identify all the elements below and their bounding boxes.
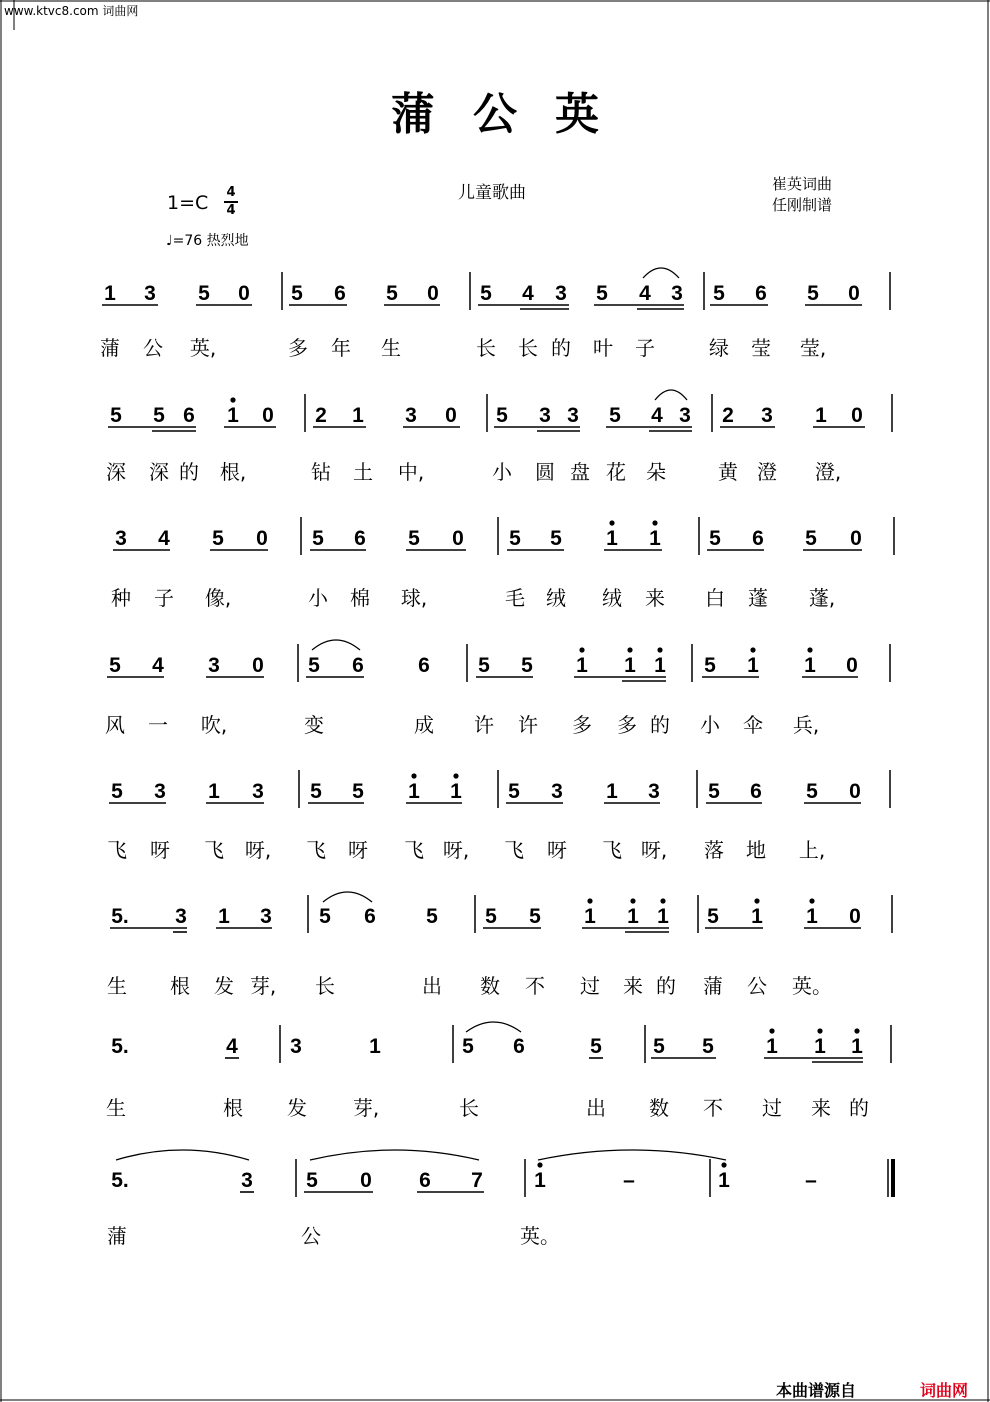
note: 1 <box>218 905 230 928</box>
lyric-syllable: 的 <box>650 713 670 737</box>
lyric-syllable: 落 <box>704 838 724 862</box>
lyric-syllable: 莹, <box>799 336 827 360</box>
note: 0 <box>848 282 860 305</box>
lyric-syllable: 的 <box>179 460 199 484</box>
lyric-syllable: 公 <box>143 336 163 360</box>
tempo-text: =76 热烈地 <box>172 233 249 249</box>
note: 1 <box>649 527 661 550</box>
note: 3 <box>539 404 551 427</box>
footer-source-label: 本曲谱源自 <box>776 1381 857 1400</box>
note: 3 <box>154 780 166 803</box>
note: 5 <box>110 404 122 427</box>
note: 0 <box>252 654 264 677</box>
note: 6 <box>750 780 762 803</box>
note: 5. <box>111 1035 129 1058</box>
lyric-syllable: 呀, <box>640 838 668 862</box>
octave-dot <box>750 647 755 652</box>
lyric-syllable: 蒲 <box>107 1224 127 1248</box>
octave-dot <box>754 898 759 903</box>
lyric-syllable: 不 <box>703 1096 723 1120</box>
lyric-syllable: 的 <box>551 336 571 360</box>
note: 5 <box>109 654 121 677</box>
genre: 儿童歌曲 <box>458 183 526 203</box>
note: 5 <box>212 527 224 550</box>
lyric-syllable: 英, <box>189 336 217 360</box>
lyric-syllable: 伞 <box>743 713 763 737</box>
octave-dot <box>453 773 458 778</box>
note: 3 <box>567 404 579 427</box>
octave-dot <box>627 647 632 652</box>
note: 3 <box>175 905 187 928</box>
note: 1 <box>654 654 666 677</box>
lyric-syllable: 绒 <box>546 586 566 610</box>
note: 4 <box>226 1035 238 1058</box>
note: 5 <box>805 527 817 550</box>
lyric-syllable: 飞 <box>204 838 224 862</box>
lyric-syllable: 的 <box>656 974 676 998</box>
lyric-syllable: 呀 <box>348 838 368 862</box>
lyric-syllable: 钻 <box>311 460 331 484</box>
note: 5 <box>478 654 490 677</box>
note: 6 <box>755 282 767 305</box>
note: 5 <box>386 282 398 305</box>
note: 5 <box>308 654 320 677</box>
note: 5 <box>426 905 438 928</box>
note: 1 <box>718 1169 730 1192</box>
note: 1 <box>369 1035 381 1058</box>
lyric-syllable: 长 <box>459 1096 479 1120</box>
lyric-syllable: 出 <box>422 974 442 998</box>
note: 1 <box>751 905 763 928</box>
note: 1 <box>624 654 636 677</box>
lyric-syllable: 小 <box>492 460 512 484</box>
lyric-syllable: 飞 <box>602 838 622 862</box>
note: 1 <box>450 780 462 803</box>
note: 5 <box>702 1035 714 1058</box>
site-url: www.ktvc8.com 词曲网 <box>4 4 139 18</box>
transcriber: 任刚制谱 <box>772 196 833 214</box>
note: 3 <box>144 282 156 305</box>
lyric-syllable: 兵, <box>792 713 820 737</box>
note: 5 <box>521 654 533 677</box>
lyric-syllable: 公 <box>301 1224 321 1248</box>
note: 1 <box>627 905 639 928</box>
time-signature <box>224 186 238 218</box>
note: 5 <box>590 1035 602 1058</box>
slur <box>466 1022 521 1032</box>
note: 6 <box>183 404 195 427</box>
note: 5. <box>111 905 129 928</box>
note: 5 <box>352 780 364 803</box>
slur <box>538 1150 726 1160</box>
lyric-syllable: 毛 <box>505 586 525 610</box>
note: 5 <box>291 282 303 305</box>
lyric-syllable: 许 <box>474 713 494 737</box>
lyric-syllable: 发 <box>214 974 234 998</box>
note: 3 <box>241 1169 253 1192</box>
note: 7 <box>471 1169 483 1192</box>
lyric-syllable: 小 <box>700 713 720 737</box>
footer-brand: 词曲网 <box>920 1381 969 1400</box>
note: 4 <box>152 654 164 677</box>
note: 6 <box>352 654 364 677</box>
note: 5. <box>111 1169 129 1192</box>
note: 5 <box>319 905 331 928</box>
lyric-syllable: 深 <box>149 460 169 484</box>
note: 1 <box>227 404 239 427</box>
note: 3 <box>405 404 417 427</box>
note: 5 <box>529 905 541 928</box>
lyric-syllable: 长 <box>476 336 496 360</box>
note: 2 <box>315 404 327 427</box>
note: 4 <box>158 527 170 550</box>
song-title: 蒲公英 <box>391 89 637 140</box>
note: 5 <box>653 1035 665 1058</box>
lyric-syllable: 飞 <box>504 838 524 862</box>
credits <box>772 174 832 216</box>
note: 3 <box>555 282 567 305</box>
lyric-syllable: 飞 <box>404 838 424 862</box>
lyric-syllable: 出 <box>586 1096 606 1120</box>
note: 5 <box>550 527 562 550</box>
note: 3 <box>648 780 660 803</box>
note: 1 <box>606 527 618 550</box>
note: 3 <box>290 1035 302 1058</box>
note: 2 <box>722 404 734 427</box>
lyric-syllable: 多 <box>572 713 592 737</box>
lyric-syllable: 蓬, <box>808 586 836 610</box>
lyric-syllable: 上, <box>798 838 826 862</box>
note: 5 <box>480 282 492 305</box>
lyricist-composer: 崔英词曲 <box>772 175 833 193</box>
lyric-syllable: 的 <box>849 1096 869 1120</box>
note: 0 <box>846 654 858 677</box>
octave-dot <box>579 647 584 652</box>
note: 1 <box>814 1035 826 1058</box>
lyric-syllable: 种 <box>111 586 131 610</box>
note: 6 <box>334 282 346 305</box>
octave-dot <box>652 520 657 525</box>
quarter-note-icon: ♩ <box>166 233 173 249</box>
lyric-syllable: 飞 <box>306 838 326 862</box>
note: 5 <box>596 282 608 305</box>
lyric-syllable: 呀, <box>442 838 470 862</box>
note: 0 <box>851 404 863 427</box>
note: 6 <box>418 654 430 677</box>
lyric-syllable: 飞 <box>107 838 127 862</box>
lyric-syllable: 生 <box>107 974 127 998</box>
note: 1 <box>104 282 116 305</box>
lyric-syllable: 中, <box>397 460 425 484</box>
note: 5 <box>111 780 123 803</box>
lyric-syllable: 数 <box>649 1096 669 1120</box>
lyric-syllable: 公 <box>747 974 767 998</box>
lyric-syllable: 子 <box>154 586 174 610</box>
lyric-syllable: 地 <box>746 838 766 862</box>
lyric-syllable: 盘 <box>570 460 590 484</box>
note: 0 <box>452 527 464 550</box>
note: 5 <box>198 282 210 305</box>
note: 0 <box>850 527 862 550</box>
note: 1 <box>408 780 420 803</box>
lyric-syllable: 球, <box>400 586 428 610</box>
lyric-syllable: 英。 <box>792 974 832 998</box>
lyric-syllable: 呀 <box>150 838 170 862</box>
lyric-syllable: 多 <box>288 336 308 360</box>
lyric-syllable: 白 <box>705 586 725 610</box>
slur <box>310 1150 479 1160</box>
note: 6 <box>419 1169 431 1192</box>
lyric-syllable: 年 <box>331 336 351 360</box>
lyric-syllable: 芽, <box>352 1096 380 1120</box>
lyric-syllable: 根 <box>223 1096 243 1120</box>
note: 4 <box>522 282 534 305</box>
octave-dot <box>657 647 662 652</box>
note: 6 <box>354 527 366 550</box>
lyric-syllable: 子 <box>635 336 655 360</box>
note: 1 <box>815 404 827 427</box>
note: 5 <box>708 780 720 803</box>
octave-dot <box>809 898 814 903</box>
lyric-syllable: 莹 <box>751 336 771 360</box>
slur <box>312 640 360 650</box>
note: 1 <box>806 905 818 928</box>
note: 6 <box>364 905 376 928</box>
lyric-syllable: 像, <box>204 586 232 610</box>
note: 1 <box>584 905 596 928</box>
lyric-syllable: 呀, <box>244 838 272 862</box>
lyric-syllable: 土 <box>353 460 373 484</box>
lyric-syllable: 英。 <box>520 1224 560 1248</box>
octave-dot <box>537 1162 542 1167</box>
note: 3 <box>671 282 683 305</box>
lyric-syllable: 长 <box>518 336 538 360</box>
lyric-syllable: 根 <box>170 974 190 998</box>
note: 0 <box>256 527 268 550</box>
note: 1 <box>576 654 588 677</box>
lyric-syllable: 花 <box>606 460 626 484</box>
lyric-syllable: 呀 <box>547 838 567 862</box>
lyric-syllable: 生 <box>106 1096 126 1120</box>
note: 5 <box>496 404 508 427</box>
note: 5 <box>807 282 819 305</box>
lyric-syllable: 过 <box>580 974 600 998</box>
lyric-syllable: 长 <box>315 974 335 998</box>
note: 5 <box>609 404 621 427</box>
note: 5 <box>153 404 165 427</box>
note: 5 <box>713 282 725 305</box>
note: – <box>805 1169 817 1192</box>
note: 6 <box>513 1035 525 1058</box>
note: 3 <box>551 780 563 803</box>
note: 1 <box>804 654 816 677</box>
lyric-syllable: 朵 <box>646 460 666 484</box>
lyric-syllable: 蒲 <box>100 336 120 360</box>
lyric-syllable: 多 <box>617 713 637 737</box>
octave-dot <box>817 1028 822 1033</box>
octave-dot <box>854 1028 859 1033</box>
lyric-syllable: 变 <box>304 713 324 737</box>
lyric-syllable: 根, <box>219 460 247 484</box>
slur <box>655 390 687 400</box>
lyric-syllable: 过 <box>762 1096 782 1120</box>
slur <box>116 1150 249 1160</box>
lyric-syllable: 数 <box>480 974 500 998</box>
octave-dot <box>230 397 235 402</box>
note: 1 <box>606 780 618 803</box>
lyric-syllable: 不 <box>525 974 545 998</box>
lyric-syllable: 来 <box>623 974 643 998</box>
note: 5 <box>306 1169 318 1192</box>
lyric-syllable: 生 <box>381 336 401 360</box>
lyric-syllable: 吹, <box>200 713 228 737</box>
note: 6 <box>752 527 764 550</box>
lyric-syllable: 绿 <box>709 336 729 360</box>
note: 4 <box>651 404 663 427</box>
note: 3 <box>761 404 773 427</box>
lyric-syllable: 许 <box>518 713 538 737</box>
lyric-syllable: 小 <box>308 586 328 610</box>
note: 1 <box>851 1035 863 1058</box>
note: 0 <box>445 404 457 427</box>
note: 3 <box>260 905 272 928</box>
note: 5 <box>806 780 818 803</box>
octave-dot <box>721 1162 726 1167</box>
note: 5 <box>704 654 716 677</box>
lyric-syllable: 发 <box>287 1096 307 1120</box>
octave-dot <box>769 1028 774 1033</box>
lyric-syllable: 绒 <box>602 586 622 610</box>
note: 1 <box>534 1169 546 1192</box>
note: 0 <box>849 905 861 928</box>
note: 1 <box>657 905 669 928</box>
lyric-syllable: 黄 <box>718 460 738 484</box>
lyric-syllable: 来 <box>811 1096 831 1120</box>
octave-dot <box>807 647 812 652</box>
octave-dot <box>660 898 665 903</box>
lyric-syllable: 圆 <box>535 460 555 484</box>
note: 5 <box>408 527 420 550</box>
lyric-syllable: 风 <box>105 713 125 737</box>
note: 0 <box>427 282 439 305</box>
note: 5 <box>508 780 520 803</box>
note: 3 <box>252 780 264 803</box>
slur <box>643 268 679 278</box>
note: 5 <box>707 905 719 928</box>
lyric-syllable: 芽, <box>249 974 277 998</box>
note: 3 <box>208 654 220 677</box>
lyric-syllable: 蒲 <box>703 974 723 998</box>
lyric-syllable: 来 <box>645 586 665 610</box>
note: 4 <box>639 282 651 305</box>
note: 1 <box>208 780 220 803</box>
note: 5 <box>709 527 721 550</box>
lyric-syllable: 澄 <box>757 460 777 484</box>
note: 0 <box>238 282 250 305</box>
note: 5 <box>312 527 324 550</box>
note: 5 <box>310 780 322 803</box>
octave-dot <box>630 898 635 903</box>
note: 0 <box>360 1169 372 1192</box>
octave-dot <box>411 773 416 778</box>
lyric-syllable: 棉 <box>350 586 370 610</box>
lyric-syllable: 一 <box>148 713 168 737</box>
lyric-syllable: 成 <box>414 713 434 737</box>
note: – <box>623 1169 635 1192</box>
note: 5 <box>509 527 521 550</box>
note: 3 <box>679 404 691 427</box>
lyric-syllable: 澄, <box>814 460 842 484</box>
note: 0 <box>262 404 274 427</box>
octave-dot <box>587 898 592 903</box>
lyric-syllable: 叶 <box>593 336 613 360</box>
note: 5 <box>485 905 497 928</box>
octave-dot <box>609 520 614 525</box>
note: 1 <box>352 404 364 427</box>
lyric-syllable: 蓬 <box>748 586 768 610</box>
note: 1 <box>766 1035 778 1058</box>
lyric-syllable: 深 <box>106 460 126 484</box>
note: 5 <box>462 1035 474 1058</box>
note: 1 <box>747 654 759 677</box>
time-signature-numerator: 4 <box>226 185 236 200</box>
note: 3 <box>115 527 127 550</box>
note: 0 <box>849 780 861 803</box>
time-signature-denominator: 4 <box>226 203 236 218</box>
key-signature: 1=C <box>167 192 209 214</box>
slur <box>323 892 372 902</box>
tempo-marking <box>166 230 249 250</box>
